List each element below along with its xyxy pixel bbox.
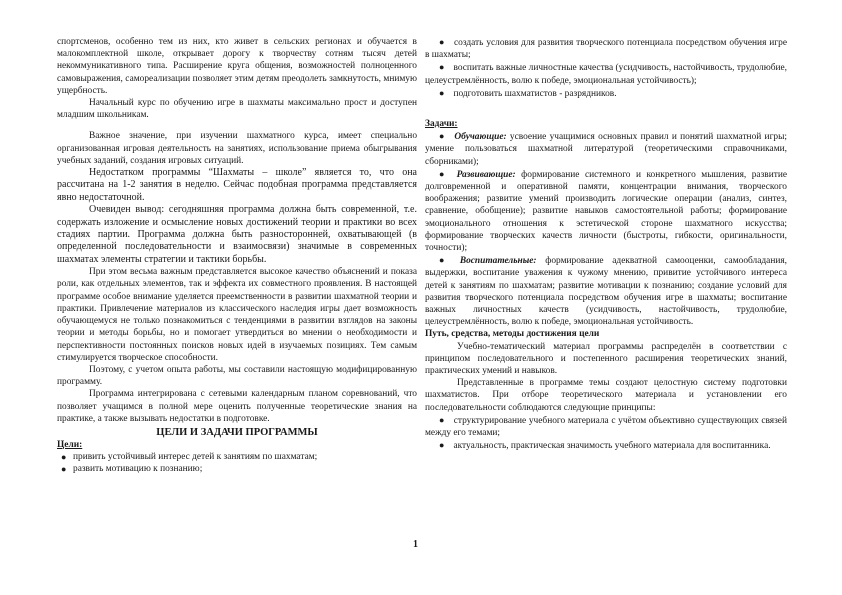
list-item: ● создать условия для развития творческого потенциала посредством обучения игре в шахматы; — [425, 37, 787, 61]
list-item: ● привить устойчивый интерес детей к занятиям по шахматам; — [61, 452, 318, 463]
goals-label: Цели: — [57, 439, 83, 450]
bullet-icon: ● — [61, 464, 67, 475]
paragraph-7: Поэтому, с учетом опыта работы, мы составили настоящую модифицированную программу. — [57, 364, 417, 388]
paragraph-3: Важное значение, при изучении шахматного курса, имеет специально организованная игровая деятельность на занятиях, использование приема обыгрывания учебных заданий, создания игровых ситуаций. — [57, 131, 417, 166]
list-item: ● актуальность, практическая значимость учебного материала для воспитанника. — [439, 440, 771, 452]
methods-paragraph-2: Представленные в программе темы создают целостную систему подготовки шахматистов. При отборе теоретического материала и установлении его последовательности соблюдаются следующие принципы: — [425, 378, 787, 413]
paragraph-6: При этом весьма важным представляется высокое качество объяснений и показа роли, как отдельных элементов, так и эффекта их совместного проявления. В настоящей программе особое внимание уделяется преемственности в развитии шахматной теории и практики. Привлечение материалов из классического наследия игры дает возможность обучающемуся не только познакомиться с тенденциями в развитии взглядов на законы теории и методы борьбы, но и помогает утвердиться во мнении о необходимости и перспективности постоянных поисков новых идей в изучаемых позициях. Тем самым стимулируется творческое способности. — [57, 267, 417, 363]
paragraph-1: спортсменов, особенно тем из них, кто живет в сельских регионах и обучается в малокомплектной школе, открывает дорогу к творчеству сотням тысяч детей некоммуникативного типа. Расширение круга общения, возможностей полноценного самовыражения, самореализации позволяет этим детям преодолеть замкнутость, мнимую ущербность. — [57, 37, 417, 96]
bullet-icon: ● — [439, 414, 445, 425]
list-item: ● развить мотивацию к познанию; — [61, 464, 203, 475]
paragraph-8: Программа интегрирована с сетевыми календарным планом соревнований, что позволяет учащимся в полной мере оценить полученные теоретические знания на практике, а также вызывать недостатки в подготовке. — [57, 389, 417, 424]
methods-paragraph-1: Учебно-тематический материал программы распределён в соответствии с принципом последовательного и постепенного расширения теоретических знаний, практических умений и навыков. — [425, 341, 787, 377]
bullet-icon: ● — [61, 452, 67, 463]
task-upbringing: ● Воспитательные: формирование адекватной самооценки, самообладания, выдержки, воспитание уважения к чужому мнению, привитие устойчивого интереса детей к занятиям по шахматам; развитие мотивации к познанию; создание условий для развития творческого потенциала посредством обучения игре в шахматы; воспитание важных личностных качеств (усидчивость, настойчивость, трудолюбие, целеустремлённость, волю к победе, эмоциональная устойчивость. — [425, 255, 788, 328]
paragraph-4: Недостатком программы “Шахматы – школе” является то, что она рассчитана на 1-2 занятия в неделю. Сейчас подобная программа представляется явно недостаточной. — [57, 167, 417, 203]
bullet-icon: ● — [439, 440, 445, 451]
task-developing: ● Развивающие: формирование системного и конкретного мышления, развитие долговременной и оперативной памяти, концентрации внимания, творческого воображения; развитие умений производить логические операции (анализ, синтез, сравнение, обобщение); развитие навыков самостоятельной работы; формирование эмоционального отношения к эстетической стороне шахматного искусства; формирование творческих качеств личности (быстроты, гибкости, оригинальности, точности); — [425, 168, 787, 254]
bullet-icon: ● — [439, 62, 445, 73]
bullet-icon: ● — [439, 168, 448, 179]
tasks-list — [425, 130, 787, 328]
bullet-icon: ● — [439, 87, 445, 98]
bullet-icon: ● — [439, 255, 451, 266]
list-item: ● подготовить шахматистов - разрядников. — [439, 87, 617, 99]
bullet-icon: ● — [439, 37, 445, 47]
principles-list — [425, 414, 787, 453]
list-item: ● структурирование учебного материала с учётом объективно существующих связей между его темами; — [425, 414, 787, 439]
list-item: ● воспитать важные личностные качества (усидчивость, настойчивость, трудолюбие, целеустремлённость, волю к победе, эмоциональная устойчивость); — [425, 62, 788, 86]
goals-continued-list — [425, 36, 787, 100]
right-column — [425, 36, 787, 453]
left-column — [57, 36, 417, 476]
goals-list — [57, 451, 417, 475]
bullet-icon: ● — [439, 131, 446, 142]
paragraph-2: Начальный курс по обучению игре в шахматы максимально прост и доступен младшим школьникам. — [57, 98, 417, 121]
task-educational: ● Обучающие: усвоение учащимися основных правил и понятий шахматной игры; умение пользоваться шахматной литературой (теоретическими справочниками, сборниками); — [425, 131, 788, 167]
section-heading: ЦЕЛИ И ЗАДАЧИ ПРОГРАММЫ — [156, 426, 318, 438]
tasks-label: Задачи: — [425, 119, 458, 130]
methods-label: Путь, средства, методы достижения цели — [425, 329, 600, 340]
page-number: 1 — [413, 539, 418, 550]
paragraph-5: Очевиден вывод: сегодняшняя программа должна быть современной, т.е. содержать изложение и осмысление новых достижений теории и практики во всех стадиях партии. Программа должна быть разносторонней, охватывающей (в определенной последовательности и взаимосвязи) значимые в современных шахматах элементы стратегии и тактики борьбы. — [57, 204, 417, 265]
